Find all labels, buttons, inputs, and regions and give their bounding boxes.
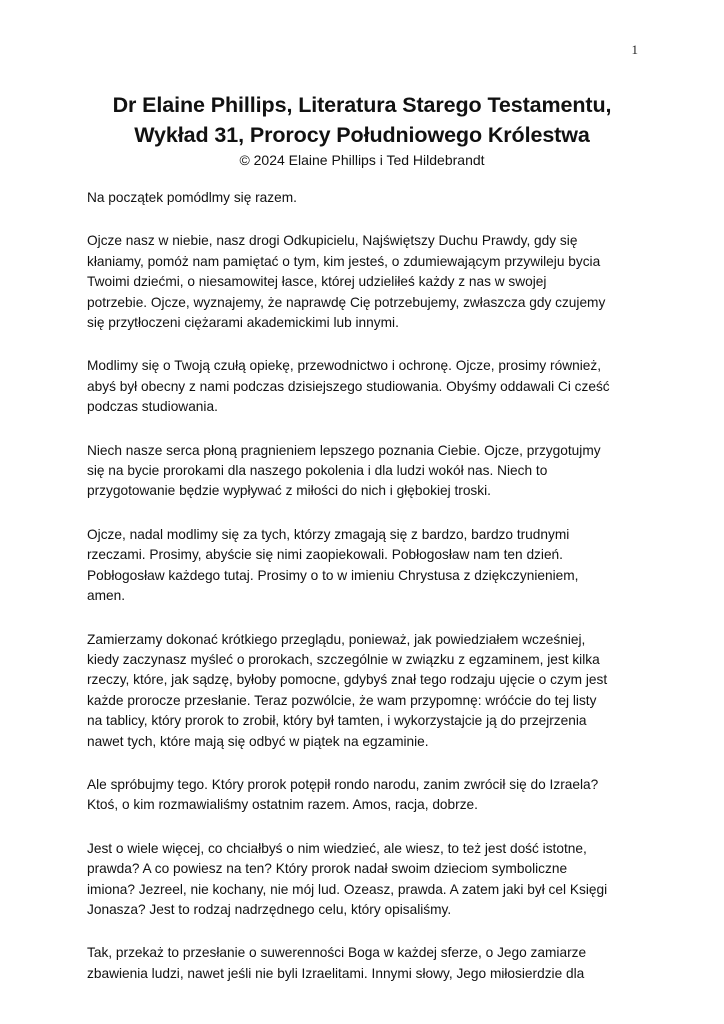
text-line: Ale spróbujmy tego. Który prorok potępił rondo narodu, zanim zwrócił się do Izraela? — [87, 776, 599, 792]
text-line: Twoimi dziećmi, o niesamowitej łasce, której udzieliłeś każdy z nas w swojej — [87, 274, 547, 290]
document-body — [87, 188, 647, 1007]
text-line: imiona? Jezreel, nie kochany, nie mój lud. Ozeasz, prawda. A zatem jaki był cel Księgi — [87, 881, 608, 897]
text-line: przygotowanie będzie wypływać z miłości do nich i głębokiej troski. — [87, 483, 491, 499]
text-line: potrzebie. Ojcze, wyznajemy, że naprawdę Cię potrzebujemy, zwłaszcza gdy czujemy — [87, 294, 606, 310]
paragraph — [87, 356, 647, 417]
text-line: rzeczy, które, jak sądzę, byłoby pomocne, gdybyś znał tego rodzaju ujęcie o czym jest — [87, 672, 608, 688]
text-line: Jest o wiele więcej, co chciałbyś o nim wiedzieć, ale wiesz, to też jest dość istotne, — [87, 840, 587, 856]
text-line: się na bycie prorokami dla naszego pokolenia i dla ludzi wokół nas. Niech to — [87, 463, 548, 479]
paragraph — [87, 839, 647, 921]
paragraph — [87, 231, 647, 333]
text-line: się przytłoczeni ciężarami akademickimi lub innymi. — [87, 315, 399, 331]
text-line: prawda? A co powiesz na ten? Który prorok nadał swoim dzieciom symboliczne — [87, 861, 568, 877]
text-line: Ojcze, nadal modlimy się za tych, którzy zmagają się z bardzo, bardzo trudnymi — [87, 526, 570, 542]
text-line: kiedy zaczynasz myśleć o prorokach, szczególnie w związku z egzaminem, jest kilka — [87, 651, 600, 667]
text-line: nawet tych, które mają się odbyć w piątek na egzaminie. — [87, 733, 429, 749]
text-line: abyś był obecny z nami podczas dzisiejszego studiowania. Obyśmy oddawali Ci cześć — [87, 378, 610, 394]
paragraph — [87, 775, 647, 816]
paragraph — [87, 525, 647, 607]
text-line: zbawienia ludzi, nawet jeśli nie byli Izraelitami. Innymi słowy, Jego miłosierdzie dla — [87, 965, 585, 981]
text-line: każde prorocze przesłanie. Teraz pozwólcie, że wam przypomnę: wróćcie do tej listy — [87, 692, 597, 708]
text-line: kłaniamy, pomóż nam pamiętać o tym, kim jesteś, o zdumiewającym przywileju bycia — [87, 253, 601, 269]
text-line: Na początek pomódlmy się razem. — [87, 190, 297, 205]
text-line: Modlimy się o Twoją czułą opiekę, przewodnictwo i ochronę. Ojcze, prosimy również, — [87, 358, 602, 374]
text-line: Jonasza? Jest to rodzaj nadrzędnego celu, który opisaliśmy. — [87, 901, 452, 917]
text-line: Ojcze nasz w niebie, nasz drogi Odkupicielu, Najświętszy Duchu Prawdy, gdy się — [87, 233, 578, 249]
title-line: Dr Elaine Phillips, Literatura Starego Testamentu, — [112, 93, 612, 117]
page-number: 1 — [631, 42, 638, 57]
paragraph — [87, 943, 647, 984]
text-line: amen. — [87, 588, 126, 604]
paragraph — [87, 630, 647, 752]
text-line: Niech nasze serca płoną pragnieniem lepszego poznania Ciebie. Ojcze, przygotujmy — [87, 442, 601, 458]
text-line: Tak, przekaż to przesłanie o suwerenności Boga w każdej sferze, o Jego zamiarze — [87, 945, 587, 961]
text-line: rzeczami. Prosimy, abyście się nimi zaopiekowali. Pobłogosław nam ten dzień. — [87, 547, 563, 563]
title-line: Wykład 31, Prorocy Południowego Królestwa — [134, 123, 590, 147]
paragraph — [87, 441, 647, 502]
copyright-notice: © 2024 Elaine Phillips i Ted Hildebrandt — [239, 152, 485, 168]
paragraph — [87, 188, 647, 208]
text-line: na tablicy, który prorok to zrobił, który był tamten, i wykorzystajcie ją do przejrzenia — [87, 713, 587, 729]
text-line: Zamierzamy dokonać krótkiego przeglądu, ponieważ, jak powiedziałem wcześniej, — [87, 631, 586, 647]
text-line: Pobłogosław każdego tutaj. Prosimy o to w imieniu Chrystusa z dziękczynieniem, — [87, 567, 579, 583]
text-line: Ktoś, o kim rozmawialiśmy ostatnim razem. Amos, racja, dobrze. — [87, 797, 478, 813]
document-title — [60, 90, 664, 150]
text-line: podczas studiowania. — [87, 399, 218, 415]
